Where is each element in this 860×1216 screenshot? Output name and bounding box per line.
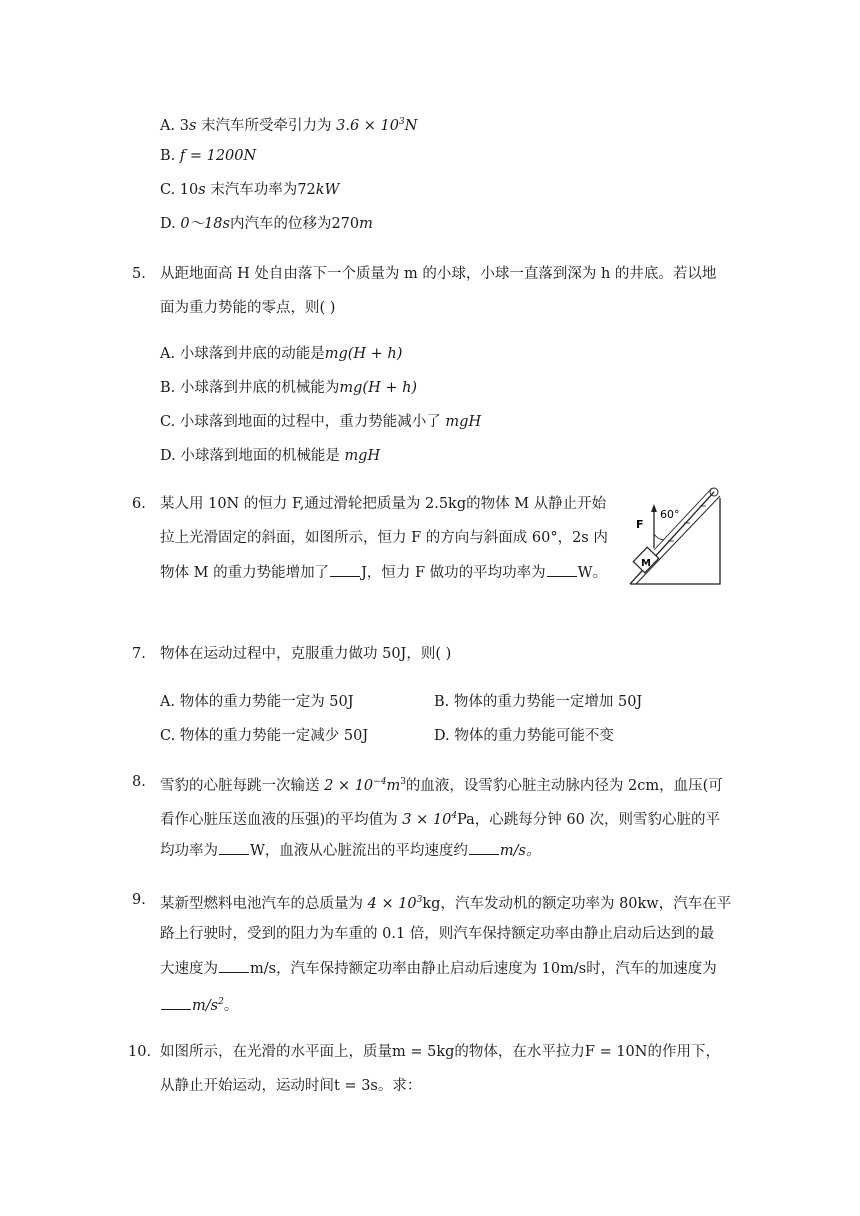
- q5-stem-line1: 从距地面高 H 处自由落下一个质量为 m 的小球，小球一直落到深为 h 的井底。若以地: [160, 266, 717, 282]
- q9-stem-line1: 某新型燃料电池汽车的总质量为 $4 \times 10^3kg$，汽车发动机的额定功率为 80kw，汽车在平: [160, 895, 732, 912]
- q10-stem-line1: 如图所示，在光滑的水平面上，质量m = 5kg的物体，在水平拉力F = 10N的作用下，: [160, 1044, 720, 1060]
- q7-option-a: A. 物体的重力势能一定为 50J: [160, 694, 354, 710]
- q8-number: 8.: [132, 774, 146, 790]
- q5-option-b: B. 小球落到井底的机械能为mg(H + h): [160, 380, 418, 396]
- q7-option-c: C. 物体的重力势能一定减少 50J: [160, 728, 369, 744]
- q7-option-b: B. 物体的重力势能一定增加 50J: [434, 694, 643, 710]
- q9-stem-line4: $m/s^2$。: [160, 992, 238, 1016]
- q8-stem-line2: 看作心脏压送血液的压强)的平均值为 $3 \times 10^4Pa$，心跳每分钟 60 次，则雪豹心脏的平: [160, 811, 720, 828]
- force-label: F: [636, 518, 644, 531]
- q10-number: 10.: [128, 1044, 152, 1060]
- q4-option-b: B. f = 1200N: [160, 148, 257, 164]
- q7-option-d: D. 物体的重力势能可能不变: [434, 728, 614, 744]
- q4-option-a: A. 3s 末汽车所受牵引力为 $3.6 \times 10^3N$: [160, 117, 418, 134]
- q6-number: 6.: [132, 496, 146, 512]
- q9-number: 9.: [132, 892, 146, 908]
- q4-option-d: D. 0～18s内汽车的位移为270m: [160, 216, 373, 232]
- q8-stem-line1: 雪豹的心脏每跳一次输送 $2 \times 10^{-4}m^3$的血液，设雪豹心脏主动脉内径为 2cm，血压(可: [160, 777, 723, 794]
- answer-blank: [330, 562, 360, 577]
- answer-blank: [547, 562, 577, 577]
- block-label: M: [641, 558, 651, 569]
- arrowhead-icon: [651, 504, 657, 512]
- answer-blank: [219, 840, 249, 855]
- q8-stem-line3: 均功率为 W，血液从心脏流出的平均速度约 m/s。: [160, 840, 540, 861]
- q9-stem-line3: 大速度为 m/s，汽车保持额定功率由静止启动后速度为 10m/s时，汽车的加速度为: [160, 958, 717, 979]
- answer-blank: [161, 995, 191, 1010]
- q5-option-d: D. 小球落到地面的机械能是 mgH: [160, 448, 381, 464]
- q6-stem-line1: 某人用 10N 的恒力 F,通过滑轮把质量为 2.5kg的物体 M 从静止开始: [160, 496, 607, 512]
- angle-arc: [654, 534, 664, 540]
- q5-stem-line2: 面为重力势能的零点，则( ): [160, 300, 336, 316]
- q4-option-c: C. 10s 末汽车功率为72kW: [160, 182, 340, 198]
- q9-stem-line2: 路上行驶时，受到的阻力为车重的 0.1 倍，则汽车保持额定功率由静止启动后达到的最: [160, 926, 715, 942]
- q6-stem-line2: 拉上光滑固定的斜面，如图所示，恒力 F 的方向与斜面成 60°，2s 内: [160, 530, 608, 546]
- q7-stem: 物体在运动过程中，克服重力做功 50J，则( ): [160, 646, 452, 662]
- q5-option-c: C. 小球落到地面的过程中，重力势能减小了 mgH: [160, 414, 482, 430]
- q5-option-a: A. 小球落到井底的动能是mg(H + h): [160, 346, 403, 362]
- q10-stem-line2: 从静止开始运动，运动时间t = 3s。求：: [160, 1078, 422, 1094]
- q5-number: 5.: [132, 266, 146, 282]
- q7-number: 7.: [132, 646, 146, 662]
- angle-label: 60°: [660, 508, 680, 521]
- answer-blank: [219, 958, 249, 973]
- answer-blank: [469, 840, 499, 855]
- incline-pulley-figure: [624, 484, 728, 590]
- q6-stem-line3: 物体 M 的重力势能增加了 J，恒力 F 做功的平均功率为 W。: [160, 562, 607, 583]
